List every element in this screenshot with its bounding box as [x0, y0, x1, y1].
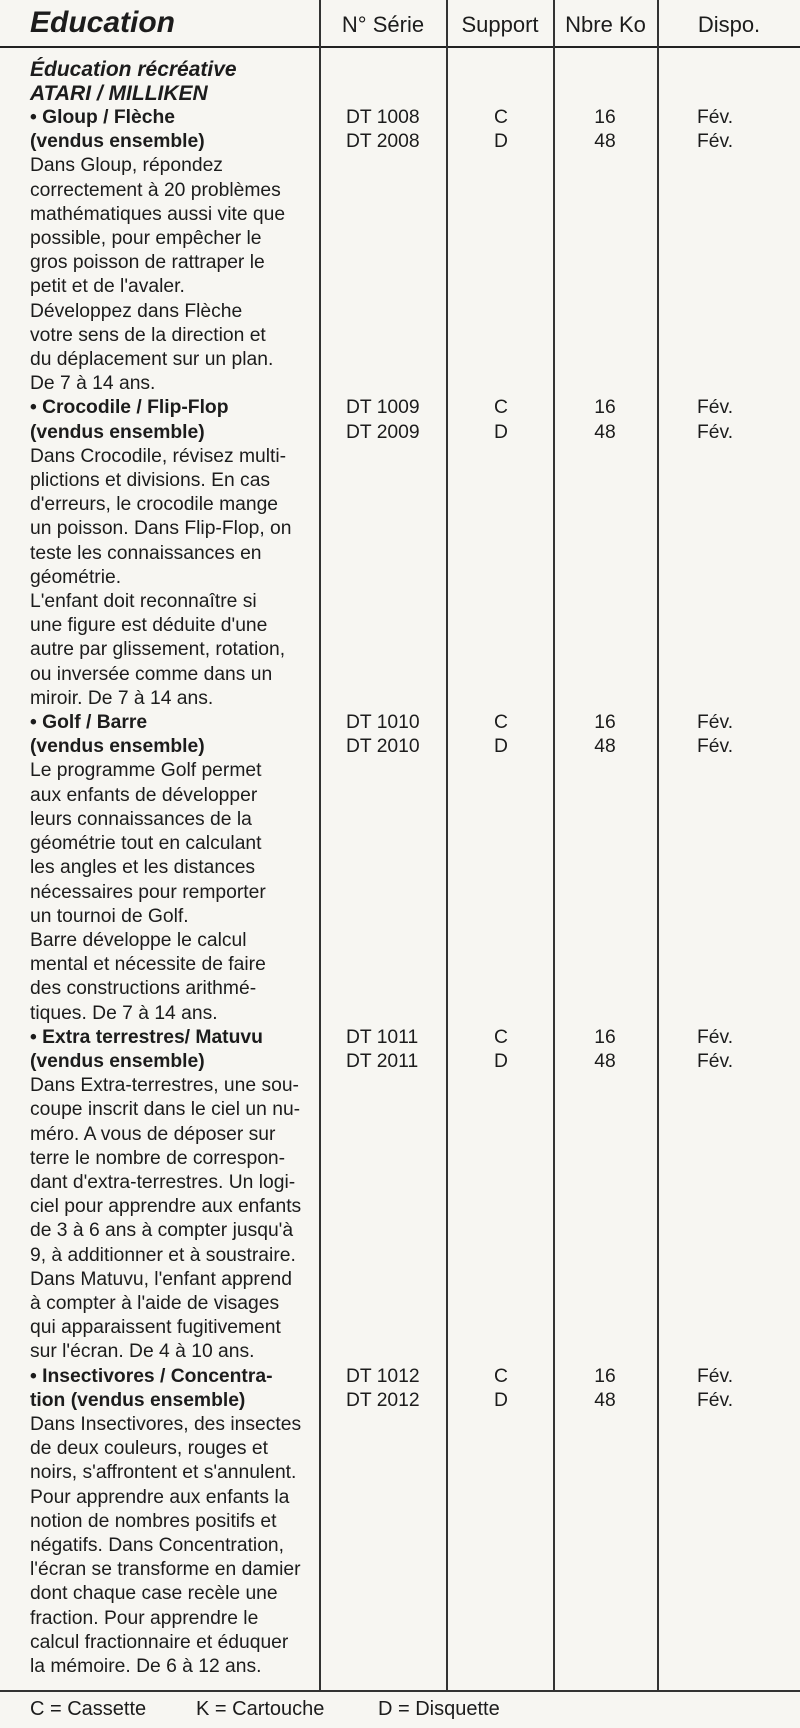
availability: Fév.: [697, 1389, 734, 1411]
column-header-support: Support: [461, 12, 539, 37]
description-line: Barre développe le calcul: [30, 929, 247, 951]
description-line: géométrie tout en calculant: [30, 833, 262, 855]
availability: Fév.: [697, 1050, 734, 1072]
description-line: Dans Insectivores, des insectes: [30, 1413, 302, 1435]
serie-number: DT 1011: [346, 1026, 419, 1048]
description-line: coupe inscrit dans le ciel un nu-: [30, 1099, 301, 1121]
catalog-entry: [30, 1365, 320, 1680]
description-line: de 3 à 6 ans à compter jusqu'à: [30, 1220, 294, 1242]
description-line: Dans Crocodile, révisez multi-: [30, 445, 287, 467]
description-line: aux enfants de développer: [30, 784, 258, 806]
description-line: votre sens de la direction et: [30, 324, 266, 346]
size-ko: 16: [594, 107, 616, 128]
serie-number: DT 1012: [346, 1365, 420, 1387]
serie-number: DT 2010: [346, 736, 420, 758]
size-ko: 48: [594, 131, 616, 153]
support-code: D: [494, 1050, 508, 1072]
availability: Fév.: [697, 1365, 734, 1387]
description-line: négatifs. Dans Concentration,: [30, 1534, 285, 1556]
item-title: • Gloup / Flèche: [30, 107, 175, 128]
description-line: Le programme Golf permet: [30, 760, 262, 782]
item-subtitle: (vendus ensemble): [30, 131, 205, 153]
description-line: l'écran se transforme en damier: [30, 1559, 301, 1581]
description-line: les angles et les distances: [30, 857, 256, 879]
description-line: correctement à 20 problèmes: [30, 179, 281, 201]
description-line: L'enfant doit reconnaître si: [30, 591, 257, 613]
availability: Fév.: [697, 421, 734, 443]
description-line: plictions et divisions. En cas: [30, 470, 271, 492]
description-line: un poisson. Dans Flip-Flop, on: [30, 518, 292, 540]
support-code: D: [494, 131, 508, 153]
legend-cassette: C = Cassette: [30, 1698, 147, 1720]
support-code: D: [494, 736, 508, 758]
support-code: C: [494, 1365, 508, 1387]
support-code: C: [494, 712, 508, 734]
description-line: leurs connaissances de la: [30, 808, 252, 830]
description-line: géométrie.: [30, 566, 122, 588]
description-line: un tournoi de Golf.: [30, 905, 189, 927]
column-divider: [657, 0, 659, 1690]
availability: Fév.: [697, 736, 734, 758]
availability: Fév.: [697, 107, 734, 128]
availability: Fév.: [697, 1026, 734, 1048]
support-code: D: [494, 1389, 508, 1411]
size-ko: 16: [594, 712, 616, 734]
description-column: [30, 52, 320, 1679]
description-line: nécessaires pour remporter: [30, 881, 266, 903]
description-line: 9, à additionner et à soustraire.: [30, 1244, 296, 1266]
serie-number: DT 2011: [346, 1050, 419, 1072]
item-list: [30, 106, 320, 1679]
description-line: à compter à l'aide de visages: [30, 1292, 280, 1314]
size-ko: 48: [594, 736, 616, 758]
description-line: dant d'extra-terrestres. Un logi-: [30, 1171, 296, 1193]
item-title: • Insectivores / Concentra-: [30, 1365, 273, 1387]
size-ko: 16: [594, 1026, 616, 1048]
description-line: autre par glissement, rotation,: [30, 639, 286, 661]
description-line: la mémoire. De 6 à 12 ans.: [30, 1656, 262, 1677]
footer-divider: [0, 1690, 800, 1692]
description-line: fraction. Pour apprendre le: [30, 1607, 259, 1629]
serie-number: DT 1010: [346, 712, 420, 734]
description-line: terre le nombre de correspon-: [30, 1147, 286, 1169]
item-title: • Golf / Barre: [30, 712, 148, 734]
serie-number: DT 2009: [346, 421, 420, 443]
item-subtitle: (vendus ensemble): [30, 421, 205, 443]
catalog-entry: [30, 106, 320, 396]
description-line: sur l'écran. De 4 à 10 ans.: [30, 1341, 255, 1363]
availability: Fév.: [697, 712, 734, 734]
size-ko: 16: [594, 1365, 616, 1387]
description-line: notion de nombres positifs et: [30, 1510, 277, 1532]
serie-number: DT 1009: [346, 397, 420, 419]
section-heading: Éducation récréative: [30, 58, 237, 81]
description-line: miroir. De 7 à 14 ans.: [30, 687, 214, 709]
description-line: de deux couleurs, rouges et: [30, 1438, 268, 1460]
support-code: D: [494, 421, 508, 443]
description-line: dont chaque case recèle une: [30, 1583, 278, 1605]
serie-number: DT 1008: [346, 107, 420, 128]
description-line: Dans Gloup, répondez: [30, 155, 223, 177]
catalog-entry: [30, 1026, 320, 1365]
serie-number: DT 2008: [346, 131, 420, 153]
size-ko: 16: [594, 397, 616, 419]
size-ko: 48: [594, 1050, 616, 1072]
description-line: Pour apprendre aux enfants la: [30, 1486, 290, 1508]
description-line: tiques. De 7 à 14 ans.: [30, 1002, 218, 1024]
size-ko: 48: [594, 1389, 616, 1411]
support-code: C: [494, 107, 508, 128]
description-line: Dans Extra-terrestres, une sou-: [30, 1075, 299, 1097]
description-line: Dans Matuvu, l'enfant apprend: [30, 1268, 293, 1290]
description-line: mathématiques aussi vite que: [30, 203, 286, 225]
item-title: • Extra terrestres/ Matuvu: [30, 1026, 263, 1048]
item-subtitle: (vendus ensemble): [30, 736, 205, 758]
availability: Fév.: [697, 131, 734, 153]
description-line: De 7 à 14 ans.: [30, 373, 156, 395]
description-line: méro. A vous de déposer sur: [30, 1123, 276, 1145]
description-line: teste les connaissances en: [30, 542, 262, 564]
legend-disquette: D = Disquette: [378, 1698, 500, 1720]
catalog-entry: [30, 396, 320, 711]
size-ko: 48: [594, 421, 616, 443]
description-line: possible, pour empêcher le: [30, 228, 262, 250]
item-subtitle: (vendus ensemble): [30, 1050, 205, 1072]
description-line: ciel pour apprendre aux enfants: [30, 1196, 302, 1218]
description-line: mental et nécessite de faire: [30, 954, 266, 976]
page-title: Education: [30, 6, 176, 39]
description-line: du déplacement sur un plan.: [30, 349, 274, 371]
column-divider: [446, 0, 448, 1690]
column-header-dispo: Dispo.: [697, 12, 761, 37]
column-header-ko: Nbre Ko: [565, 12, 646, 37]
catalog-entry: [30, 711, 320, 1026]
table-header: [0, 0, 800, 48]
description-line: des constructions arithmé-: [30, 978, 257, 1000]
section-subheading: ATARI / MILLIKEN: [30, 82, 208, 105]
description-line: noirs, s'affrontent et s'annulent.: [30, 1462, 297, 1484]
description-line: une figure est déduite d'une: [30, 615, 268, 637]
item-title: • Crocodile / Flip-Flop: [30, 397, 229, 419]
description-line: d'erreurs, le crocodile mange: [30, 494, 279, 516]
description-line: ou inversée comme dans un: [30, 663, 273, 685]
column-divider: [553, 0, 555, 1690]
legend-cartouche: K = Cartouche: [196, 1698, 325, 1720]
description-line: gros poisson de rattraper le: [30, 252, 265, 274]
support-code: C: [494, 1026, 508, 1048]
support-code: C: [494, 397, 508, 419]
description-line: calcul fractionnaire et éduquer: [30, 1631, 289, 1653]
serie-number: DT 2012: [346, 1389, 420, 1411]
description-line: Développez dans Flèche: [30, 300, 243, 322]
description-line: petit et de l'avaler.: [30, 276, 185, 298]
availability: Fév.: [697, 397, 734, 419]
description-line: qui apparaissent fugitivement: [30, 1317, 281, 1339]
column-header-serie: N° Série: [341, 12, 425, 37]
item-subtitle: tion (vendus ensemble): [30, 1389, 246, 1411]
